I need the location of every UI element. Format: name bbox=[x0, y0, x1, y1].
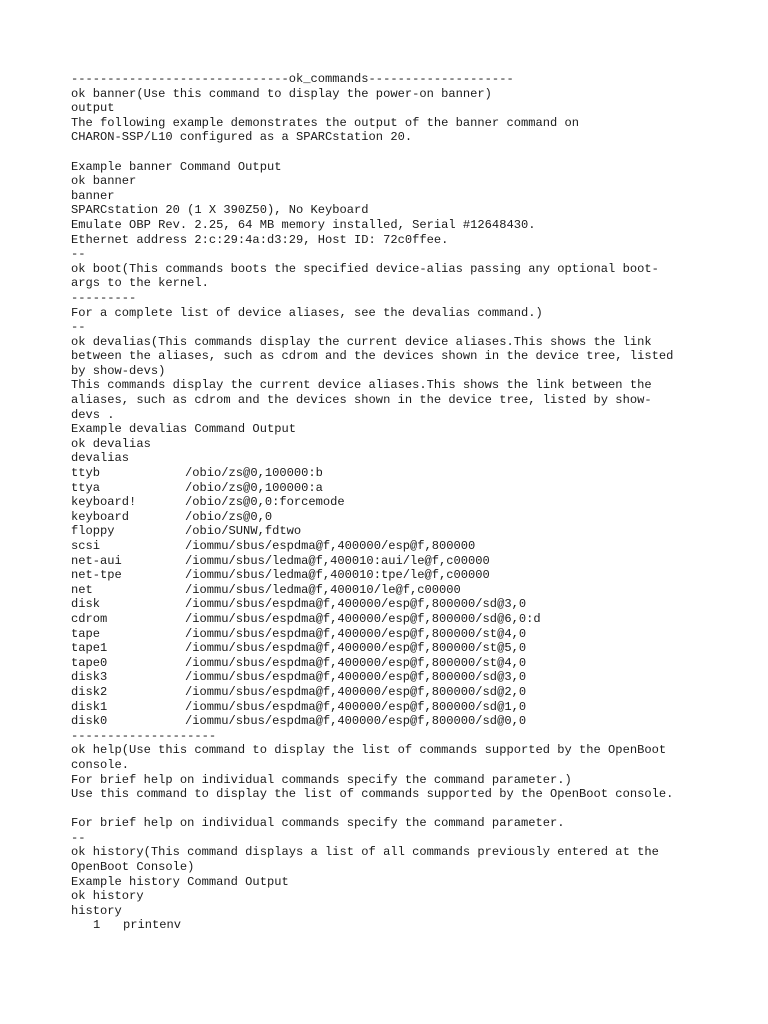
devalias-description: devs . bbox=[71, 407, 115, 422]
boot-note: For a complete list of device aliases, see the devalias command.) bbox=[71, 305, 543, 320]
devalias-heading: ok devalias(This commands display the current device aliases.This shows the link bbox=[71, 334, 652, 349]
alias-path: /iommu/sbus/ledma@f,400010:aui/le@f,c00000 bbox=[185, 553, 490, 568]
banner-description: CHARON-SSP/L10 configured as a SPARCstation 20. bbox=[71, 130, 413, 145]
spacer bbox=[71, 145, 731, 160]
alias-name: scsi bbox=[71, 539, 101, 553]
alias-row bbox=[71, 466, 731, 481]
alias-row bbox=[71, 670, 731, 685]
alias-row bbox=[71, 627, 731, 642]
help-heading: console. bbox=[71, 757, 130, 772]
history-entry-number: 1 bbox=[93, 918, 101, 933]
banner-echo: banner bbox=[71, 188, 115, 203]
history-heading: ok history(This command displays a list of all commands previously entered at the bbox=[71, 845, 659, 860]
alias-path: /iommu/sbus/espdma@f,400000/esp@f,800000/st@4,0 bbox=[185, 626, 527, 641]
history-echo: history bbox=[71, 903, 122, 918]
alias-name: floppy bbox=[71, 524, 115, 539]
help-description: Use this command to display the list of commands supported by the OpenBoot console. bbox=[71, 787, 674, 802]
devalias-heading: by show-devs) bbox=[71, 363, 166, 378]
alias-row bbox=[71, 656, 731, 671]
document-page bbox=[71, 72, 731, 933]
alias-name: disk0 bbox=[71, 714, 108, 729]
alias-row bbox=[71, 481, 731, 496]
alias-row bbox=[71, 510, 731, 525]
banner-example-title: Example banner Command Output bbox=[71, 159, 282, 174]
alias-path: /iommu/sbus/ledma@f,400010:tpe/le@f,c00000 bbox=[185, 568, 490, 583]
alias-path: /iommu/sbus/espdma@f,400000/esp@f,800000/sd@3,0 bbox=[185, 597, 527, 612]
alias-row bbox=[71, 554, 731, 569]
banner-description: The following example demonstrates the output of the banner command on bbox=[71, 115, 580, 130]
alias-row bbox=[71, 597, 731, 612]
boot-heading: args to the kernel. bbox=[71, 276, 209, 291]
history-entry-command: printenv bbox=[123, 918, 182, 933]
devalias-table bbox=[71, 466, 731, 729]
alias-name: net-aui bbox=[71, 553, 122, 568]
alias-row bbox=[71, 524, 731, 539]
alias-path: /iommu/sbus/ledma@f,400010/le@f,c00000 bbox=[185, 582, 461, 597]
alias-name: ttyb bbox=[71, 466, 101, 481]
alias-row bbox=[71, 714, 731, 729]
alias-name: disk bbox=[71, 597, 101, 612]
alias-row bbox=[71, 539, 731, 554]
alias-name: tape0 bbox=[71, 655, 108, 670]
alias-path: /obio/SUNW,fdtwo bbox=[185, 524, 302, 539]
spacer bbox=[71, 802, 731, 817]
devalias-description: aliases, such as cdrom and the devices shown in the device tree, listed by show- bbox=[71, 393, 652, 408]
alias-path: /iommu/sbus/espdma@f,400000/esp@f,800000 bbox=[185, 539, 476, 553]
history-example-title: Example history Command Output bbox=[71, 874, 289, 889]
alias-path: /obio/zs@0,0:forcemode bbox=[185, 495, 345, 510]
alias-path: /iommu/sbus/espdma@f,400000/esp@f,800000/sd@3,0 bbox=[185, 670, 527, 685]
alias-row bbox=[71, 700, 731, 715]
history-entry bbox=[71, 918, 731, 933]
history-command: ok history bbox=[71, 889, 144, 904]
alias-row bbox=[71, 612, 731, 627]
alias-row bbox=[71, 685, 731, 700]
banner-command: ok banner bbox=[71, 174, 137, 189]
alias-name: cdrom bbox=[71, 611, 108, 626]
separator: -- bbox=[71, 830, 86, 845]
help-heading: For brief help on individual commands specify the command parameter.) bbox=[71, 772, 572, 787]
alias-path: /iommu/sbus/espdma@f,400000/esp@f,800000/st@4,0 bbox=[185, 655, 527, 670]
alias-name: net-tpe bbox=[71, 568, 122, 583]
separator: --------- bbox=[71, 290, 137, 305]
devalias-echo: devalias bbox=[71, 451, 130, 466]
alias-path: /iommu/sbus/espdma@f,400000/esp@f,800000/sd@0,0 bbox=[185, 714, 527, 729]
help-heading: ok help(Use this command to display the list of commands supported by the OpenBoot bbox=[71, 743, 667, 758]
alias-name: ttya bbox=[71, 480, 101, 495]
banner-output-line: SPARCstation 20 (1 X 390Z50), No Keyboard bbox=[71, 203, 369, 218]
history-heading: OpenBoot Console) bbox=[71, 860, 195, 875]
alias-name: disk3 bbox=[71, 670, 108, 685]
banner-output-line: Ethernet address 2:c:29:4a:d3:29, Host ID: 72c0ffee. bbox=[71, 232, 449, 247]
alias-name: tape1 bbox=[71, 641, 108, 656]
alias-path: /obio/zs@0,100000:b bbox=[185, 466, 323, 481]
devalias-example-title: Example devalias Command Output bbox=[71, 422, 296, 437]
alias-path: /obio/zs@0,100000:a bbox=[185, 480, 323, 495]
section-header-rule: ------------------------------ok_commands-------------------- bbox=[71, 72, 514, 86]
banner-heading: ok banner(Use this command to display the power-on banner) bbox=[71, 86, 492, 101]
alias-path: /iommu/sbus/espdma@f,400000/esp@f,800000/sd@2,0 bbox=[185, 684, 527, 699]
alias-name: disk2 bbox=[71, 684, 108, 699]
alias-path: /iommu/sbus/espdma@f,400000/esp@f,800000/sd@1,0 bbox=[185, 699, 527, 714]
alias-name: tape bbox=[71, 626, 101, 641]
boot-heading: ok boot(This commands boots the specified device-alias passing any optional boot- bbox=[71, 261, 659, 276]
alias-row bbox=[71, 568, 731, 583]
alias-row bbox=[71, 495, 731, 510]
devalias-heading: between the aliases, such as cdrom and the devices shown in the device tree, listed bbox=[71, 349, 674, 364]
alias-name: net bbox=[71, 582, 93, 597]
alias-row bbox=[71, 583, 731, 598]
alias-path: /iommu/sbus/espdma@f,400000/esp@f,800000/sd@6,0:d bbox=[185, 611, 541, 626]
devalias-description: This commands display the current device aliases.This shows the link between the bbox=[71, 378, 652, 393]
banner-output-line: Emulate OBP Rev. 2.25, 64 MB memory installed, Serial #12648430. bbox=[71, 217, 536, 232]
alias-path: /iommu/sbus/espdma@f,400000/esp@f,800000/st@5,0 bbox=[185, 641, 527, 656]
alias-path: /obio/zs@0,0 bbox=[185, 509, 273, 524]
alias-row bbox=[71, 641, 731, 656]
help-description: For brief help on individual commands specify the command parameter. bbox=[71, 816, 565, 831]
separator: -- bbox=[71, 247, 86, 262]
banner-subtitle: output bbox=[71, 101, 115, 116]
separator: -------------------- bbox=[71, 728, 217, 743]
devalias-command: ok devalias bbox=[71, 436, 151, 451]
alias-name: keyboard bbox=[71, 509, 130, 524]
alias-name: disk1 bbox=[71, 699, 108, 714]
alias-name: keyboard! bbox=[71, 495, 137, 510]
separator: -- bbox=[71, 320, 86, 335]
